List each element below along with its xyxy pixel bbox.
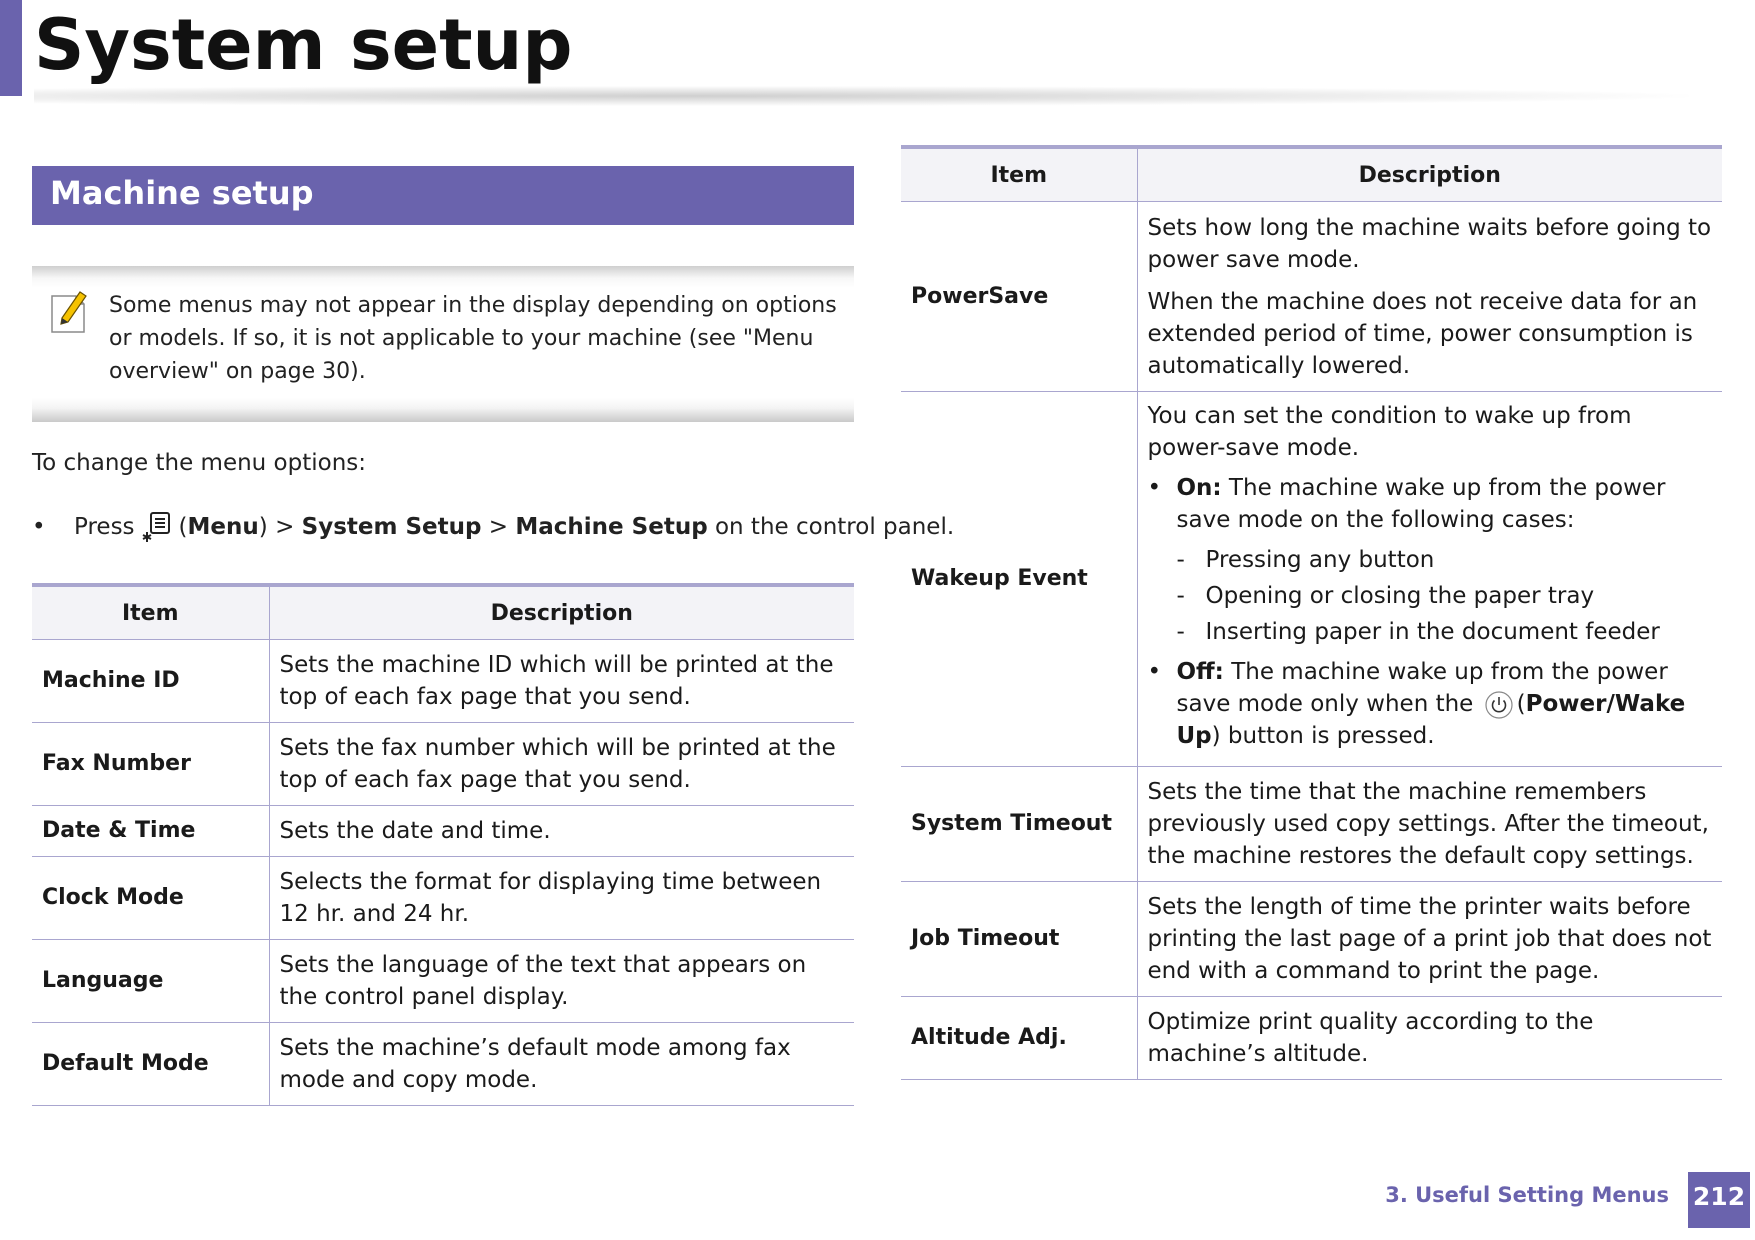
wakeup-on-label: On: [1176,475,1222,501]
power-icon [1483,690,1515,720]
menu-icon [141,510,175,544]
footer-chapter: 3. Useful Setting Menus [1385,1183,1669,1207]
list-item: - Inserting paper in the document feeder [1177,614,1713,650]
bullet-dot: • [32,514,46,540]
row-item: Language [32,940,269,1023]
table2-header-item: Item [901,147,1137,202]
row-item: System Timeout [901,767,1137,882]
row-description: Sets the fax number which will be printed at the top of each fax page that you send. [269,723,854,806]
table-row [32,640,854,723]
wakeup-options [1148,472,1713,752]
row-description [1137,202,1722,392]
row-item: Default Mode [32,1023,269,1106]
pencil-note-icon [48,288,88,336]
row-item: Date & Time [32,806,269,857]
table-row [901,882,1722,997]
row-item: Clock Mode [32,857,269,940]
step-machine-setup: Machine Setup [515,514,708,540]
row-description: Sets the length of time the printer waits before printing the last page of a print job that does not end with a command to print the page. [1137,882,1722,997]
table-row [901,997,1722,1080]
wakeup-on-text: The machine wake up from the power save mode on the following cases: [1176,475,1666,533]
table1-header-item: Item [32,585,269,640]
row-description: Sets the date and time. [269,806,854,857]
wakeup-off-text-after: ) button is pressed. [1211,723,1435,749]
row-description: Sets the time that the machine remembers previously used copy settings. After the timeout, the machine restores the default copy settings. [1137,767,1722,882]
powersave-desc-1: Sets how long the machine waits before going to power save mode. [1147,214,1712,273]
note-text: Some menus may not appear in the display depending on options or models. If so, it is not applicable to your machine (see "Menu overview" on page 30). [109,293,837,384]
wakeup-cases [1177,542,1713,650]
table-row [32,723,854,806]
step-menu-label: Menu [187,514,259,540]
table1-header-description: Description [269,585,854,640]
step-system-setup: System Setup [301,514,482,540]
table2-header-description: Description [1137,147,1722,202]
row-description [1137,392,1722,767]
wakeup-off-text: The machine wake up from the power save mode only when the [1176,659,1668,717]
wakeup-off-paren-open: ( [1516,691,1526,717]
step-suffix: on the control panel. [714,514,955,540]
step-paren-open: ( [178,514,188,540]
table-row [32,806,854,857]
row-description: Sets the machine’s default mode among fax mode and copy mode. [269,1023,854,1106]
page-number: 212 [1688,1172,1750,1228]
wakeup-off-button: Power/Wake Up [1176,691,1686,749]
list-item: - Pressing any button [1177,542,1713,578]
row-description: Sets the language of the text that appears on the control panel display. [269,940,854,1023]
machine-setup-table [32,583,854,1106]
title-divider [34,86,1689,106]
step-press: Press [74,514,135,540]
wakeup-intro: You can set the condition to wake up from power-save mode. [1147,403,1632,461]
table-row [901,767,1722,882]
table-row [32,940,854,1023]
machine-setup-table-continued [901,145,1722,1080]
row-item: PowerSave [901,202,1137,392]
section-header: Machine setup [32,166,854,225]
table-row [32,1023,854,1106]
row-item: Machine ID [32,640,269,723]
row-description: Selects the format for displaying time between 12 hr. and 24 hr. [269,857,854,940]
instruction-step [32,510,954,544]
row-item: Fax Number [32,723,269,806]
page-title: System setup [34,4,573,86]
row-description: Optimize print quality according to the machine’s altitude. [1137,997,1722,1080]
list-item [1148,656,1713,752]
table-row [901,202,1722,392]
chapter-accent-bar [0,0,22,96]
row-item: Wakeup Event [901,392,1137,767]
table-row [901,392,1722,767]
step-separator: > [488,514,509,540]
row-item: Altitude Adj. [901,997,1137,1080]
note-box [32,266,854,422]
table-row [32,857,854,940]
row-description: Sets the machine ID which will be printed at the top of each fax page that you send. [269,640,854,723]
row-item: Job Timeout [901,882,1137,997]
list-item: - Opening or closing the paper tray [1177,578,1713,614]
intro-text: To change the menu options: [32,450,367,476]
powersave-desc-2: When the machine does not receive data for an extended period of time, power consumption is automatically lowered. [1147,288,1698,379]
list-item [1148,472,1713,650]
step-paren-close: ) > [258,514,295,540]
wakeup-off-label: Off: [1176,659,1224,685]
